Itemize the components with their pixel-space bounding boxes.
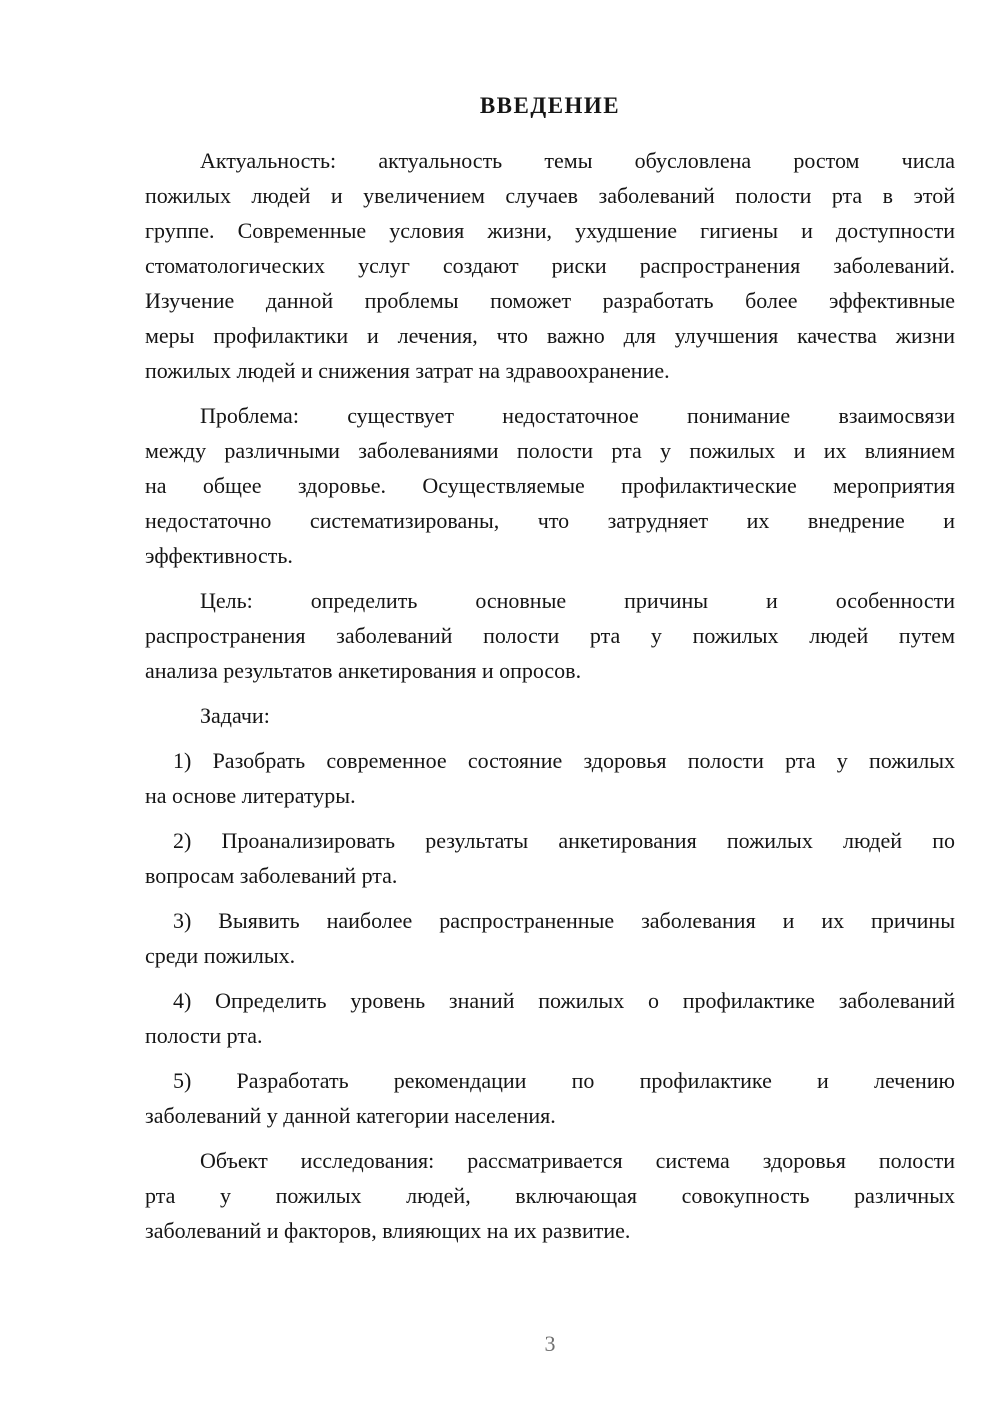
text-line: пожилых людей и снижения затрат на здравоохранение.: [145, 358, 670, 383]
list-item-paragraph: [145, 823, 955, 893]
page-number: 3: [544, 1331, 556, 1356]
paragraph: [145, 698, 955, 733]
text-line: пожилых людей и увеличением случаев заболеваний полости рта в этой: [145, 183, 955, 208]
text-line: стоматологических услуг создают риски распространения заболеваний.: [145, 253, 955, 278]
text-line: заболеваний у данной категории населения.: [145, 1103, 556, 1128]
list-item-paragraph: [145, 983, 955, 1053]
text-line: группе. Современные условия жизни, ухудшение гигиены и доступности: [145, 218, 955, 243]
text-line: 5) Разработать рекомендации по профилактике и лечению: [173, 1068, 955, 1093]
list-item-paragraph: [145, 903, 955, 973]
paragraph: [145, 143, 955, 388]
list-item-paragraph: [145, 1063, 955, 1133]
text-line: Изучение данной проблемы поможет разработать более эффективные: [145, 288, 955, 313]
text-line: анализа результатов анкетирования и опросов.: [145, 658, 582, 683]
text-line: Цель: определить основные причины и особенности: [200, 588, 955, 613]
paragraph: [145, 398, 955, 573]
text-line: 4) Определить уровень знаний пожилых о профилактике заболеваний: [173, 988, 955, 1013]
text-line: Актуальность: актуальность темы обусловлена ростом числа: [200, 148, 955, 173]
text-line: вопросам заболеваний рта.: [145, 863, 398, 888]
document-body: [145, 143, 955, 1248]
document-content: [145, 88, 955, 1258]
text-line: Проблема: существует недостаточное понимание взаимосвязи: [200, 403, 955, 428]
text-line: недостаточно систематизированы, что затрудняет их внедрение и: [145, 508, 955, 533]
text-line: на основе литературы.: [145, 783, 356, 808]
text-line: среди пожилых.: [145, 943, 296, 968]
text-line: распространения заболеваний полости рта у пожилых людей путем: [145, 623, 955, 648]
text-line: Задачи:: [200, 703, 270, 728]
paragraph: [145, 583, 955, 688]
text-line: меры профилактики и лечения, что важно для улучшения качества жизни: [145, 323, 955, 348]
text-line: 1) Разобрать современное состояние здоровья полости рта у пожилых: [173, 748, 955, 773]
list-item-paragraph: [145, 743, 955, 813]
text-line: рта у пожилых людей, включающая совокупность различных: [145, 1183, 955, 1208]
text-line: 3) Выявить наиболее распространенные заболевания и их причины: [173, 908, 955, 933]
page-title: ВВЕДЕНИЕ: [479, 93, 621, 118]
paragraph: [145, 1143, 955, 1248]
text-line: между различными заболеваниями полости рта у пожилых и их влиянием: [145, 438, 955, 463]
text-line: заболеваний и факторов, влияющих на их развитие.: [145, 1218, 631, 1243]
text-line: на общее здоровье. Осуществляемые профилактические мероприятия: [145, 473, 955, 498]
text-line: эффективность.: [145, 543, 293, 568]
text-line: полости рта.: [145, 1023, 263, 1048]
text-line: Объект исследования: рассматривается система здоровья полости: [200, 1148, 955, 1173]
text-line: 2) Проанализировать результаты анкетирования пожилых людей по: [173, 828, 955, 853]
